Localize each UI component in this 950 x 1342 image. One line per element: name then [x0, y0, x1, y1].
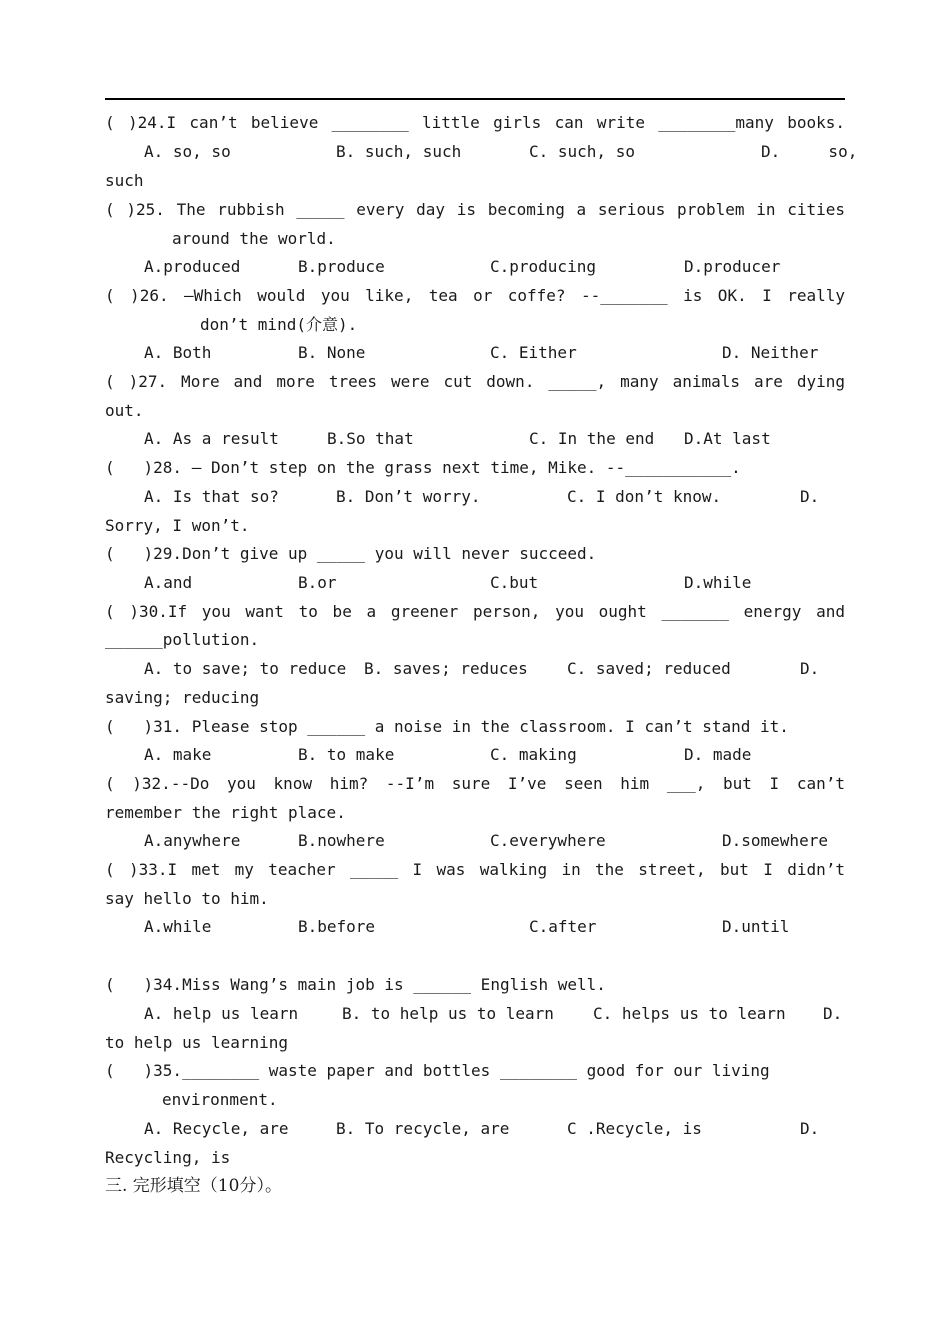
option-d: D.while [684, 573, 752, 592]
question-28-stem: ( )28. – Don’t step on the grass next time, Mike. --___________. [105, 458, 741, 477]
question-30-stem: ( )30.If you want to be a greener person, you ought _______ energy and [105, 602, 845, 621]
question-30-option-d-cont: saving; reducing [105, 688, 260, 707]
option-b: B. saves; reduces [364, 659, 528, 678]
section-heading: 三. 完形填空（10分）。 [105, 1176, 282, 1196]
option-a: A. Both [144, 343, 212, 362]
option-c: C.after [529, 917, 597, 936]
option-b: B.So that [327, 429, 414, 448]
question-25-stem-cont: around the world. [172, 229, 336, 248]
question-31-options [105, 743, 845, 767]
question-32-stem-cont: remember the right place. [105, 803, 346, 822]
question-24-stem: ( )24.I can’t believe ________ little girls can write ________many books. [105, 113, 845, 132]
question-27-options [105, 427, 845, 451]
question-35-options [105, 1117, 845, 1141]
option-d: D. made [684, 745, 752, 764]
option-a: A. so, so [144, 142, 231, 161]
question-26-options [105, 341, 845, 365]
option-c: C.but [490, 573, 539, 592]
question-35-stem-cont: environment. [162, 1090, 278, 1109]
question-25-stem: ( )25. The rubbish _____ every day is becoming a serious problem in cities [105, 200, 845, 219]
question-35-stem: ( )35.________ waste paper and bottles ________ good for our living [105, 1061, 770, 1080]
question-30-options [105, 657, 845, 681]
option-c: C. I don’t know. [567, 487, 722, 506]
question-27-stem-cont: out. [105, 401, 144, 420]
option-a: A. make [144, 745, 212, 764]
option-b: B.or [298, 573, 337, 592]
option-b: B. to make [298, 745, 395, 764]
option-a: A.anywhere [144, 831, 241, 850]
option-a: A. As a result [144, 429, 279, 448]
option-c: C. such, so [529, 142, 635, 161]
question-32-options [105, 829, 845, 853]
option-d: D. [800, 487, 820, 506]
option-d: D.until [722, 917, 790, 936]
option-a: A.and [144, 573, 193, 592]
question-32-stem: ( )32.--Do you know him? --I’m sure I’ve seen him ___, but I can’t [105, 774, 845, 793]
question-28-options [105, 485, 845, 509]
option-c: C.everywhere [490, 831, 606, 850]
question-26-stem-cont: don’t mind(介意). [200, 315, 358, 334]
option-c: C. helps us to learn [593, 1004, 786, 1023]
option-d: D. [800, 659, 820, 678]
option-b: B. Don’t worry. [336, 487, 481, 506]
option-d: D. [800, 1119, 820, 1138]
question-33-options [105, 915, 845, 939]
option-d: D.producer [684, 257, 781, 276]
option-a: A.while [144, 917, 212, 936]
option-c: C.producing [490, 257, 596, 276]
option-d: D. Neither [722, 343, 819, 362]
question-25-options [105, 255, 845, 279]
option-c: C. Either [490, 343, 577, 362]
option-b: B. To recycle, are [336, 1119, 510, 1138]
option-d: D.At last [684, 429, 771, 448]
question-27-stem: ( )27. More and more trees were cut down. _____, many animals are dying [105, 372, 845, 391]
option-c: C. saved; reduced [567, 659, 731, 678]
option-d: D. [823, 1004, 843, 1023]
option-b: B.produce [298, 257, 385, 276]
question-35-option-d-cont: Recycling, is [105, 1148, 231, 1167]
option-b: B. to help us to learn [342, 1004, 554, 1023]
question-33-stem-cont: say hello to him. [105, 889, 269, 908]
question-29-options [105, 571, 845, 595]
option-a: A. Is that so? [144, 487, 279, 506]
option-b: B.before [298, 917, 376, 936]
header-rule [105, 98, 845, 100]
option-b: B.nowhere [298, 831, 385, 850]
question-34-option-d-cont: to help us learning [105, 1033, 289, 1052]
option-a: A. Recycle, are [144, 1119, 289, 1138]
question-28-option-d-cont: Sorry, I won’t. [105, 516, 250, 535]
option-c: C .Recycle, is [567, 1119, 702, 1138]
option-c: C. In the end [529, 429, 655, 448]
option-b: B. None [298, 343, 366, 362]
option-a: A.produced [144, 257, 241, 276]
question-34-options [105, 1002, 845, 1026]
option-c: C. making [490, 745, 577, 764]
question-24-options [105, 140, 858, 164]
question-31-stem: ( )31. Please stop ______ a noise in the classroom. I can’t stand it. [105, 717, 789, 736]
option-d: D.somewhere [722, 831, 828, 850]
question-29-stem: ( )29.Don’t give up _____ you will never succeed. [105, 544, 597, 563]
option-a: A. to save; to reduce [144, 659, 347, 678]
option-d: D. so, [761, 142, 858, 161]
question-30-stem-cont: ______pollution. [105, 630, 260, 649]
question-26-stem: ( )26. –Which would you like, tea or coffe? --_______ is OK. I really [105, 286, 845, 305]
question-34-stem: ( )34.Miss Wang’s main job is ______ English well. [105, 975, 606, 994]
question-24-option-d-cont: such [105, 171, 144, 190]
option-b: B. such, such [336, 142, 462, 161]
question-33-stem: ( )33.I met my teacher _____ I was walking in the street, but I didn’t [105, 860, 845, 879]
option-a: A. help us learn [144, 1004, 299, 1023]
